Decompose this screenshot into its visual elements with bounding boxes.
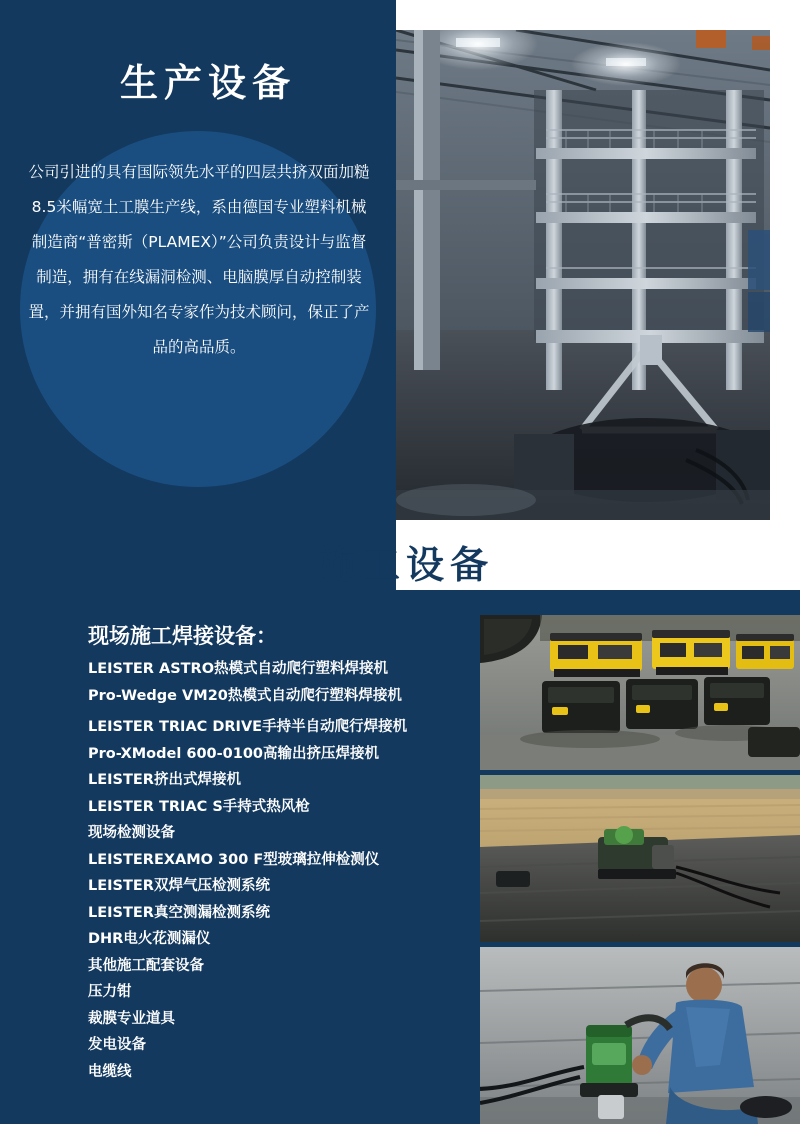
welding-equipment-heading: 现场施工焊接设备： [88, 624, 277, 648]
list-item: LEISTER ASTRO热模式自动爬行塑料焊接机 [88, 661, 389, 677]
list-item: LEISTER真空测漏检测系统 [88, 904, 270, 921]
list-item: LEISTER挤出式焊接机 [88, 772, 241, 788]
worker-welding-photo [480, 947, 800, 1124]
factory-production-line-photo [396, 30, 770, 520]
construction-photo-column [480, 615, 800, 1124]
equipment-list [88, 662, 458, 1091]
list-item: Pro-XModel 600-0100高输出挤压焊接机 [88, 745, 380, 762]
list-item: 发电设备 [88, 1037, 146, 1053]
construction-section [0, 590, 800, 1124]
list-item: LEISTEREXAMO 300 F型玻璃拉伸检测仪 [88, 851, 380, 868]
list-item: 其他施工配套设备 [88, 957, 204, 974]
construction-title: 施工设备 [318, 543, 495, 587]
welding-machines-photo [480, 615, 800, 770]
list-item: LEISTER TRIAC S手持式热风枪 [88, 798, 310, 815]
production-title: 生产设备 [120, 61, 297, 105]
list-item: DHR电火花测漏仪 [88, 931, 211, 947]
list-item: 压力钳 [88, 984, 132, 1000]
list-item: Pro-Wedge VM20热模式自动爬行塑料焊接机 [88, 687, 402, 704]
list-item: LEISTER TRIAC DRIVE手持半自动爬行焊接机 [88, 719, 408, 735]
list-item: 电缆线 [88, 1063, 132, 1080]
list-item: LEISTER双焊气压检测系统 [88, 878, 270, 894]
production-description: 公司引进的具有国际领先水平的四层共挤双面加糙8.5米幅宽土工膜生产线，系由德国专业塑料机械制造商“普密斯（PLAMEX）”公司负责设计与监督制造，拥有在线漏洞检测、电脑膜厚自动控制装置，并拥有国外知名专家作为技术顾问，保正了产品的高品质。 [28, 163, 370, 356]
list-item: 现场检测设备 [88, 825, 175, 841]
list-item: 裁膜专业道具 [88, 1010, 175, 1027]
field-geomembrane-photo [480, 775, 800, 942]
